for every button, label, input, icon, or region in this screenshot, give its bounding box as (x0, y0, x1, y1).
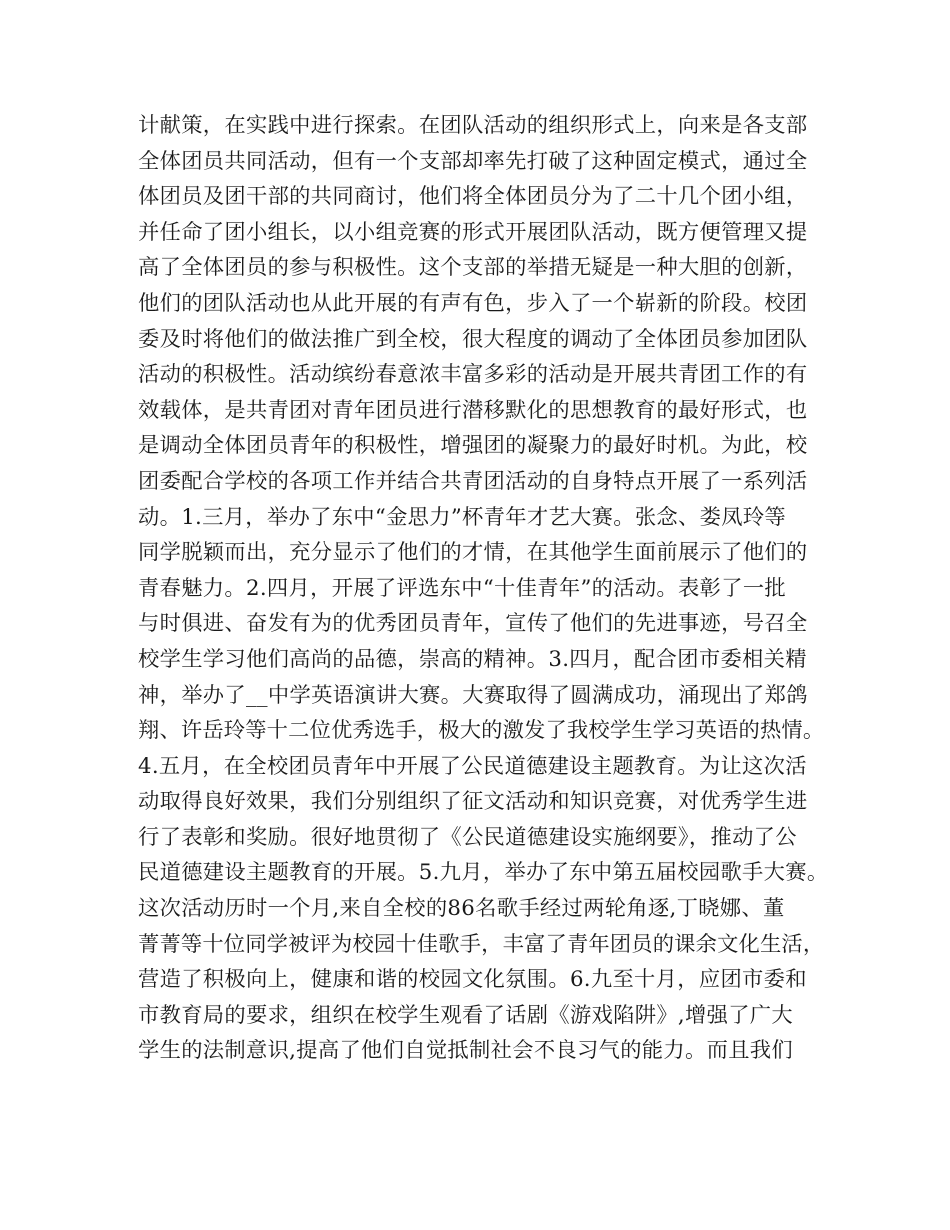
text-line: 计献策，在实践中进行探索。在团队活动的组织形式上，向来是各支部 (138, 113, 808, 138)
text-line: 青春魅力。2.四月，开展了评选东中“十佳青年”的活动。表彰了一批 (138, 575, 787, 601)
text-line: 学生的法制意识,提高了他们自觉抵制社会不良习气的能力。而且我们 (138, 1038, 793, 1064)
text-line: 与时俱进、奋发有为的优秀团员青年，宣传了他们的先进事迹，号召全 (138, 611, 808, 637)
body-text (138, 108, 828, 1069)
text-line: 他们的团队活动也从此开展的有声有色，步入了一个崭新的阶段。校团 (138, 290, 808, 316)
text-line: 翔、许岳玲等十二位优秀选手，极大的激发了我校学生学习英语的热情。 (138, 718, 825, 744)
text-line: 活动的积极性。活动缤纷春意浓丰富多彩的活动是开展共青团工作的有 (138, 362, 808, 388)
text-line: 校学生学习他们高尚的品德，崇高的精神。3.四月，配合团市委相关精 (138, 646, 807, 672)
text-line: 菁菁等十位同学被评为校园十佳歌手，丰富了青年团员的课余文化生活， (138, 931, 825, 957)
text-line: 体团员及团干部的共同商讨，他们将全体团员分为了二十几个团小组， (138, 184, 808, 210)
text-line: 委及时将他们的做法推广到全校，很大程度的调动了全体团员参加团队 (138, 326, 808, 352)
text-line: 营造了积极向上，健康和谐的校园文化氛围。6.九至十月，应团市委和 (138, 967, 807, 993)
text-line: 并任命了团小组长，以小组竞赛的形式开展团队活动，既方便管理又提 (138, 219, 808, 245)
text-line: 市教育局的要求，组织在校学生观看了话剧《游戏陷阱》,增强了广大 (138, 1002, 793, 1028)
text-line: 动。1.三月，举办了东中“金思力”杯青年才艺大赛。张念、娄凤玲等 (138, 504, 787, 530)
text-line: 动取得良好效果，我们分别组织了征文活动和知识竞赛，对优秀学生进 (138, 789, 808, 815)
text-line: 神，举办了__中学英语演讲大赛。大赛取得了圆满成功，涌现出了郑鸽 (138, 682, 808, 708)
text-line: 民道德建设主题教育的开展。5.九月，举办了东中第五届校园歌手大赛。 (138, 860, 829, 886)
text-line: 效载体，是共青团对青年团员进行潜移默化的思想教育的最好形式，也 (138, 397, 808, 423)
text-line: 同学脱颖而出，充分显示了他们的才情，在其他学生面前展示了他们的 (138, 540, 808, 566)
text-line: 行了表彰和奖励。很好地贯彻了《公民道德建设实施纲要》，推动了公 (138, 824, 797, 850)
text-line: 4.五月，在全校团员青年中开展了公民道德建设主题教育。为让这次活 (138, 753, 807, 779)
text-line: 高了全体团员的参与积极性。这个支部的举措无疑是一种大胆的创新， (138, 255, 808, 281)
text-line: 是调动全体团员青年的积极性，增强团的凝聚力的最好时机。为此，校 (138, 433, 808, 459)
text-line: 团委配合学校的各项工作并结合共青团活动的自身特点开展了一系列活 (138, 468, 808, 494)
text-line: 全体团员共同活动，但有一个支部却率先打破了这种固定模式，通过全 (138, 148, 808, 174)
text-line: 这次活动历时一个月,来自全校的86名歌手经过两轮角逐,丁晓娜、董 (138, 896, 785, 922)
